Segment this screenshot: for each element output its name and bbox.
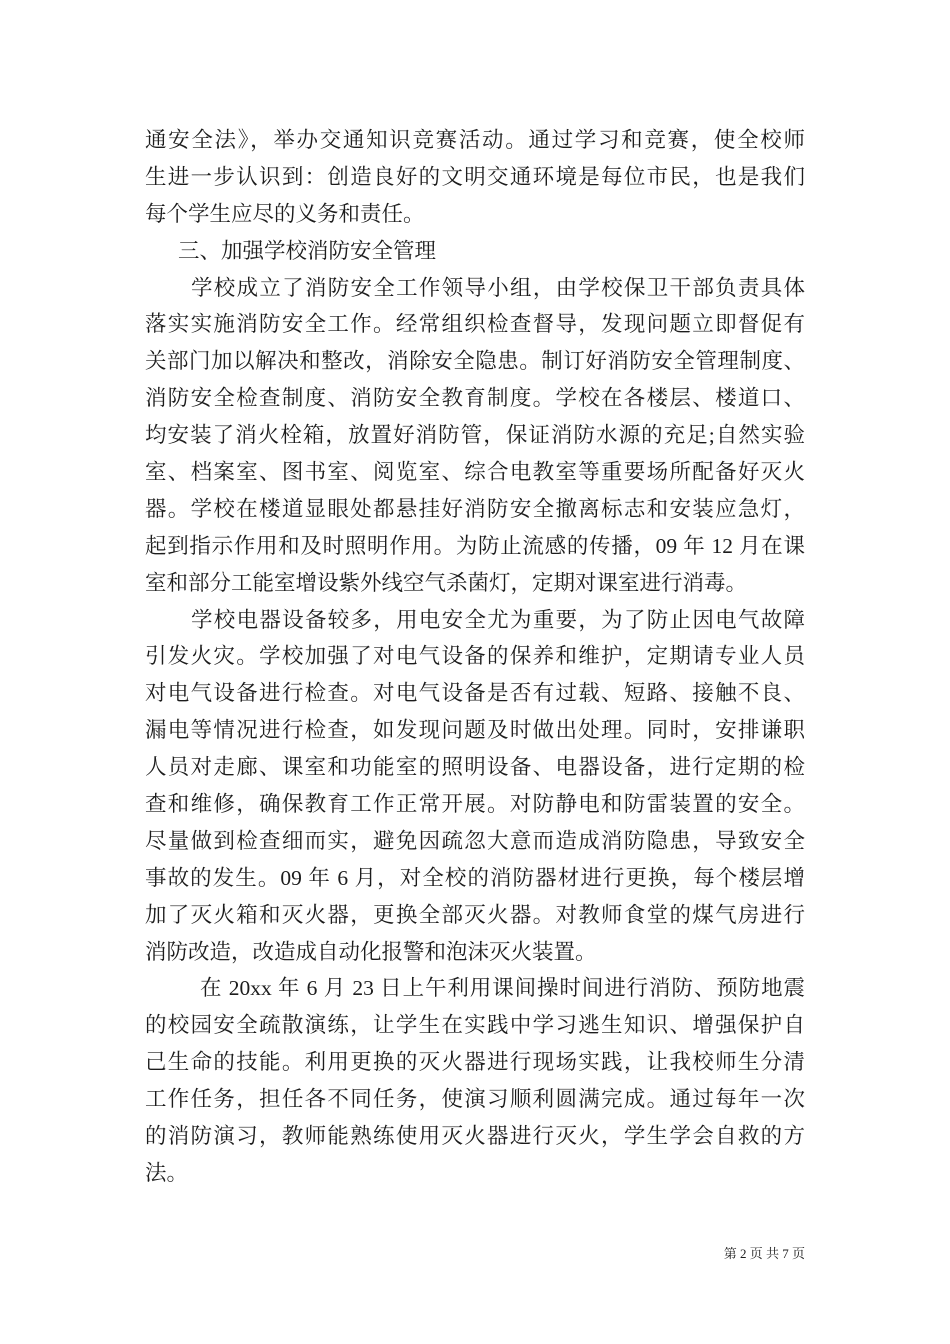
text-line: 尽量做到检查细而实，避免因疏忽大意而造成消防隐患，导致安全 <box>145 828 805 853</box>
text-line: 室和部分工能室增设紫外线空气杀菌灯，定期对课室进行消毒。 <box>145 570 748 595</box>
text-line: 的消防演习，教师能熟练使用灭火器进行灭火，学生学会自救的方 <box>145 1124 805 1149</box>
text-line: 在 20xx 年 6 月 23 日上午利用课间操时间进行消防、预防地震 <box>200 976 805 1001</box>
text-line: 人员对走廊、课室和功能室的照明设备、电器设备，进行定期的检 <box>145 755 805 780</box>
text-line: 工作任务，担任各不同任务，使演习顺利圆满完成。通过每年一次 <box>145 1087 805 1112</box>
text-line: 引发火灾。学校加强了对电气设备的保养和维护，定期请专业人员 <box>145 644 805 669</box>
text-line: 加了灭火箱和灭火器，更换全部灭火器。对教师食堂的煤气房进行 <box>145 902 805 927</box>
text-line: 每个学生应尽的义务和责任。 <box>145 201 425 226</box>
text-line: 室、档案室、图书室、阅览室、综合电教室等重要场所配备好灭火 <box>145 460 805 485</box>
text-line: 器。学校在楼道显眼处都悬挂好消防安全撤离标志和安装应急灯， <box>145 496 805 521</box>
text-line: 漏电等情况进行检查，如发现问题及时做出处理。同时，安排谦职 <box>145 718 805 743</box>
text-line: 落实实施消防安全工作。经常组织检查督导，发现问题立即督促有 <box>145 312 805 337</box>
text-line: 起到指示作用和及时照明作用。为防止流感的传播，09 年 12 月在课 <box>145 533 805 558</box>
text-line: 通安全法》，举办交通知识竞赛活动。通过学习和竞赛，使全校师 <box>145 128 805 152</box>
paragraph <box>145 122 805 233</box>
paragraph <box>145 270 805 602</box>
text-line: 消防安全检查制度、消防安全教育制度。学校在各楼层、楼道口、 <box>145 386 805 411</box>
text-line: 生进一步认识到：创造良好的文明交通环境是每位市民，也是我们 <box>145 164 805 189</box>
text-line: 学校电器设备较多，用电安全尤为重要，为了防止因电气故障 <box>191 607 805 632</box>
text-line: 关部门加以解决和整改，消除安全隐患。制订好消防安全管理制度、 <box>145 349 805 374</box>
text-line: 的校园安全疏散演练，让学生在实践中学习逃生知识、增强保护自 <box>145 1013 805 1038</box>
text-line: 均安装了消火栓箱，放置好消防管，保证消防水源的充足;自然实验 <box>145 423 805 448</box>
text-line: 法。 <box>145 1160 189 1185</box>
paragraph <box>145 602 805 971</box>
text-line: 事故的发生。09 年 6 月，对全校的消防器材进行更换，每个楼层增 <box>145 865 805 890</box>
document-body <box>145 122 805 1192</box>
section-heading-text: 三、加强学校消防安全管理 <box>178 238 437 263</box>
paragraph <box>145 970 805 1191</box>
page-number-footer: 第 2 页 共 7 页 <box>723 1246 805 1261</box>
section-heading <box>145 233 805 270</box>
text-line: 对电气设备进行检查。对电气设备是否有过载、短路、接触不良、 <box>145 681 805 706</box>
text-line: 查和维修，确保教育工作正常开展。对防静电和防雷装置的安全。 <box>145 792 805 817</box>
text-line: 己生命的技能。利用更换的灭火器进行现场实践，让我校师生分清 <box>145 1050 805 1075</box>
text-line: 学校成立了消防安全工作领导小组，由学校保卫干部负责具体 <box>191 275 805 300</box>
text-line: 消防改造，改造成自动化报警和泡沫灭火装置。 <box>145 939 597 964</box>
